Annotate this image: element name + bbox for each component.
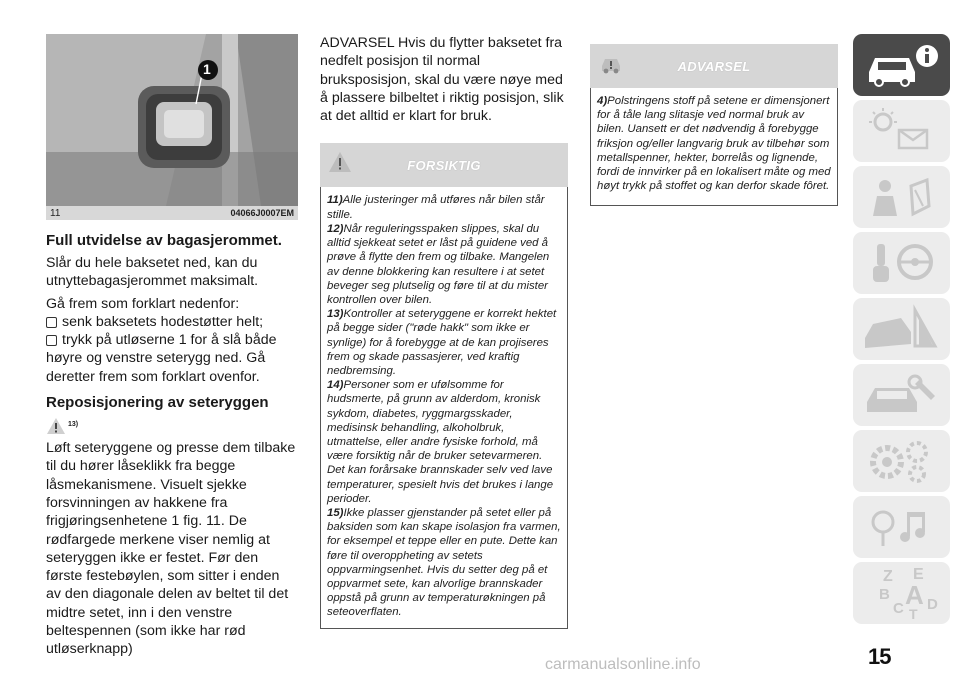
tab-technical[interactable] <box>853 430 950 492</box>
figure-number: 11 <box>50 207 61 219</box>
index-letter: A <box>905 580 924 610</box>
item-number: 13) <box>327 308 344 321</box>
item-text: Personer som er ufølsomme for hudsmerte, på grunn av alderdom, kronisk sykdom, diabetes, ryggmargsskader, medisinsk behandling, alkoholbruk, utmattelse, eller andre fysiske forhold, må være forsiktig når de bruker setevarmeren. Det kan forårsake brannskader selv ved lave temperaturer, spesielt hvis det brukes i lange perioder. <box>327 379 554 505</box>
dashboard-lights-icon <box>853 100 950 162</box>
maintenance-car-icon <box>853 364 950 426</box>
index-letter: T <box>909 606 918 622</box>
item-text: Når reguleringsspaken slippes, skal du alltid sjekkeat setet er låst på guidene ved å prøve å flytte den frem og tilbake. Mangelen av denne blokkering kan resultere i at setet beveger seg plutselig og føre til at du mister kontrollen over bilen. <box>327 222 550 306</box>
warning-ref-number: 13) <box>68 420 79 428</box>
warning-title: ADVARSEL <box>677 58 751 74</box>
page-number: 15 <box>868 644 891 669</box>
tab-maintenance[interactable] <box>853 364 950 426</box>
tab-dashboard-lights[interactable] <box>853 100 950 162</box>
key-steering-wheel-icon <box>853 232 950 294</box>
item-number: 4) <box>597 95 608 107</box>
item-text: Polstringens stoff på setene er dimensjonert for å tåle lang slitasje ved normal bruk av bilen. Uansett er det nødvendig å forebygge friksjon og/eller langvarig bruk av tilbehør som metallspenner, hekter, borrelås og lignende, fordi de innvirker på en lokalisert måte og med høyt trykk på stoffet og kan derfor skade fôret. <box>597 95 831 193</box>
para-lift-backrest: Løft seteryggene og presse dem tilbake til du hører låseklikk fra begge låsmekanismene. Visuelt sjekke forsvinningen av hakkene fra frigjøringsenhetene 1 fig. 11. De rødfargede merkene viser nemlig at seteryggen ikke er festet. Før den første festebøylen, som sitter i enden av den diagonale delen av beltet til det midtre setet, inn i den venstre beltespennen (som ikke har rød utløserknapp) <box>46 440 296 658</box>
list-item <box>46 331 298 349</box>
safety-airbag-icon <box>853 166 950 228</box>
left-column <box>46 34 298 663</box>
tab-multimedia[interactable] <box>853 496 950 558</box>
tab-index[interactable] <box>853 562 950 624</box>
index-letter: B <box>879 586 890 603</box>
heading-reposition: Reposisjonering av seteryggen <box>46 394 269 412</box>
item-number: 11) <box>327 194 343 207</box>
callout-marker <box>46 34 298 206</box>
item-number: 12) <box>327 222 344 235</box>
breakdown-car-icon <box>853 298 950 360</box>
list-item <box>327 506 561 620</box>
middle-column <box>320 34 568 629</box>
warning-box-header <box>590 44 838 88</box>
index-letter: C <box>893 600 904 617</box>
warning-triangle-icon <box>46 417 66 435</box>
tab-safety[interactable] <box>853 166 950 228</box>
tab-key-steering[interactable] <box>853 232 950 294</box>
item-text: Kontroller at seteryggene er korrekt hektet på begge sider ("røde hakk" som ikke er synlige) for å forebygge at de kan projiseres frem og skade passasjerer, ved kraftig nedbremsing. <box>327 308 557 377</box>
right-column <box>590 44 838 206</box>
checkbox-bullet-icon <box>46 335 57 346</box>
index-letter: E <box>913 566 924 583</box>
figure-caption-bar <box>46 206 298 220</box>
checkbox-bullet-icon <box>46 317 57 328</box>
figure-code: 04066J0007EM <box>230 208 294 218</box>
warning-triangle-icon <box>328 151 352 173</box>
item-text: Alle justeringer må utføres når bilen står stille. <box>327 194 545 221</box>
item-number: 15) <box>327 506 344 519</box>
para-fold-seat: Slår du hele baksetet ned, kan du utnyttebagasjerommet maksimalt. <box>46 255 259 290</box>
bullet-text: trykk på utløserne 1 for å slå både <box>62 332 277 349</box>
index-letter: Z <box>883 568 893 585</box>
warning-box <box>590 88 838 206</box>
item-number: 14) <box>327 379 344 392</box>
tab-breakdown[interactable] <box>853 298 950 360</box>
caution-title: FORSIKTIG <box>407 157 481 173</box>
multimedia-icon <box>853 496 950 558</box>
list-item <box>327 193 561 221</box>
heading-full-expansion: Full utvidelse av bagasjerommet. <box>46 232 282 249</box>
list-item <box>327 222 561 307</box>
figure-image <box>46 34 298 206</box>
list-item <box>46 313 298 331</box>
para-warning-intro: ADVARSEL Hvis du flytter baksetet fra nedfelt posisjon til normal bruksposisjon, skal du være nøye med å plassere bilbeltet i riktig posisjon, slik at det alltid er klart for bruk. <box>320 35 564 125</box>
list-item <box>597 94 831 193</box>
list-item <box>327 307 561 378</box>
callout-label: 1 <box>203 61 211 77</box>
caution-box-header <box>320 143 568 187</box>
para-proceed: Gå frem som forklart nedenfor: <box>46 295 240 312</box>
index-letter: D <box>927 596 938 613</box>
para-fold-both: høyre og venstre seterygg ned. Gå deretter frem som forklart ovenfor. <box>46 350 266 385</box>
technical-gears-icon <box>853 430 950 492</box>
car-info-icon <box>853 34 950 96</box>
tab-car-info[interactable] <box>853 34 950 96</box>
car-warning-icon <box>598 52 624 76</box>
chapter-nav <box>853 34 950 628</box>
caution-box <box>320 187 568 628</box>
warning-reference <box>46 416 298 436</box>
list-item <box>327 378 561 506</box>
watermark: carmanualsonline.info <box>545 656 701 673</box>
item-text: Ikke plasser gjenstander på setet eller på baksiden som kan skape isolasjon fra varmen, for eksempel et teppe eller en pute. Dette kan føre til overoppheting av setets oppvarmingsenhet. Hvis du setter deg på et oppvarmet sete, kan alvorlige brannskader oppstå på grunn av temperaturøkningen på seteoverflaten. <box>327 506 561 619</box>
bullet-text: senk baksetets hodestøtter helt; <box>62 313 264 330</box>
